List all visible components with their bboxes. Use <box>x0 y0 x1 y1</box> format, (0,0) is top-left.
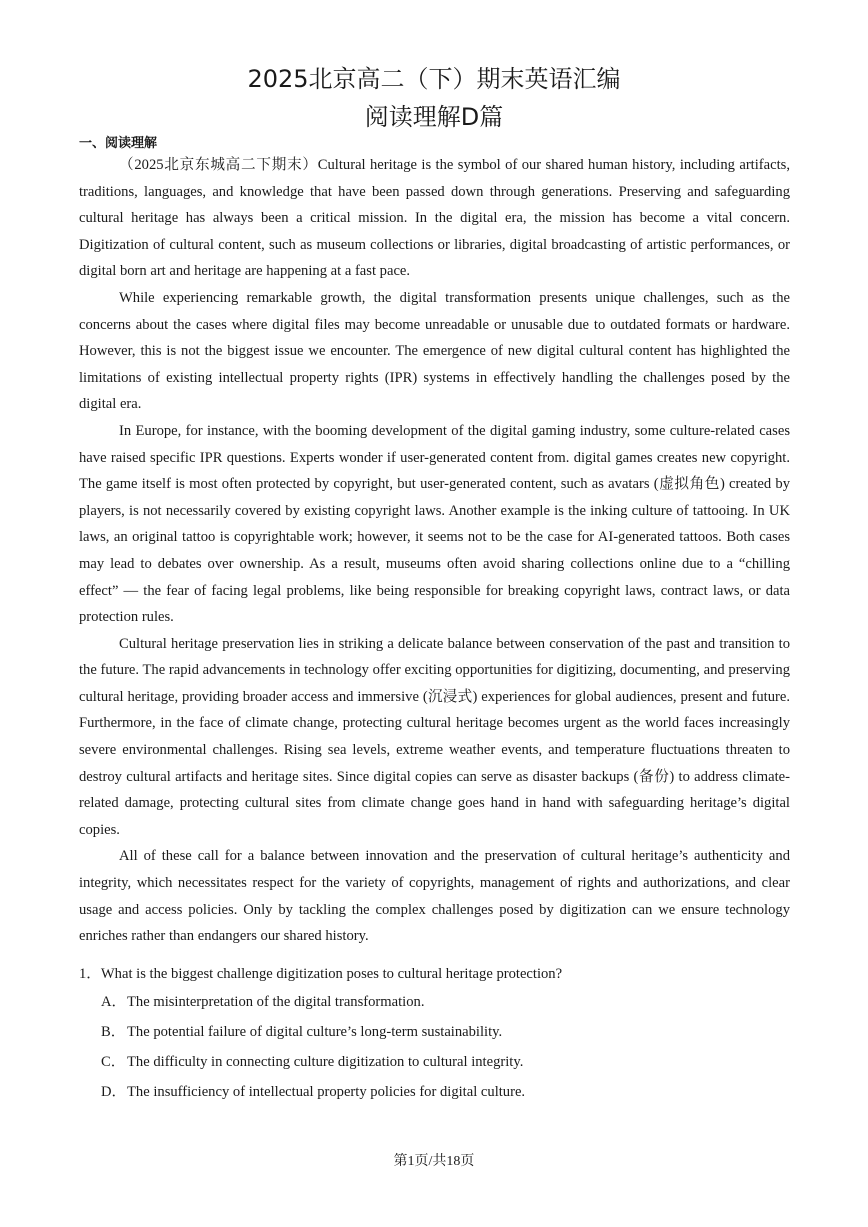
option-b <box>79 1017 790 1047</box>
passage-paragraph-5: All of these call for a balance between innovation and the preservation of cultural heritage’s authenticity and integrity, which necessitates respect for the variety of copyrights, management of rights and authorizations, and clear usage and access policies. Only by tackling the complex challenges posed by digitization can we ensure technology enriches rather than endangers our shared history. <box>79 848 790 945</box>
question-block <box>79 961 790 1107</box>
passage-paragraph-1: （2025北京东城高二下期末）Cultural heritage is the symbol of our shared human history, including artifacts, traditions, languages, and knowledge that have been passed down through generations. Preserving and safeguarding cultural heritage has always been a critical mission. In the digital era, the mission has become a vital concern. Digitization of cultural content, such as museum collections or libraries, digital broadcasting of artistic performances, or digital born art and heritage are happening at a fast pace. <box>79 157 790 280</box>
question-text: What is the biggest challenge digitization poses to cultural heritage protection? <box>100 966 563 982</box>
option-letter: A． <box>101 994 127 1010</box>
question-number: 1． <box>79 966 101 982</box>
option-a <box>79 987 790 1017</box>
passage-paragraph-2: While experiencing remarkable growth, the digital transformation presents unique challenges, such as the concerns about the cases where digital files may become unreadable or unusable due to outdated formats or hardware. However, this is not the biggest issue we encounter. The emergence of new digital cultural content has highlighted the limitations of existing intellectual property rights (IPR) systems in effectively handling the challenges posed by the digital era. <box>79 289 790 413</box>
document-subtitle: 阅读理解D篇 <box>364 103 504 131</box>
reading-passage <box>79 152 790 950</box>
option-letter: B． <box>101 1024 126 1040</box>
option-letter: D． <box>101 1084 127 1100</box>
option-text: The difficulty in connecting culture digitization to cultural integrity. <box>127 1054 524 1070</box>
document-title: 2025北京高二（下）期末英语汇编 <box>247 65 621 93</box>
option-letter: C． <box>101 1054 126 1070</box>
passage-paragraph-4: Cultural heritage preservation lies in striking a delicate balance between conservation of the past and transition to the future. The rapid advancements in technology offer exciting opportunities for digitizing, documenting, and preserving cultural heritage, providing broader access and immersive (沉浸式) experiences for global audiences, present and future. Furthermore, in the face of climate change, protecting cultural heritage becomes urgent as the world faces increasingly severe environmental challenges. Rising sea levels, extreme weather events, and temperature fluctuations threaten to destroy cultural artifacts and heritage sites. Since digital copies can serve as disaster backups (备份) to address climate-related damage, protecting cultural sites from climate change goes hand in hand with safeguarding heritage’s digital copies. <box>79 635 790 838</box>
option-d <box>79 1077 790 1107</box>
passage-paragraph-3: In Europe, for instance, with the booming development of the digital gaming industry, some culture-related cases have raised specific IPR questions. Experts wonder if user-generated content from. digital games creates new copyright. The game itself is most often protected by copyright, but user-generated content, such as avatars (虚拟角色) created by players, is not necessarily covered by existing copyright laws. Another example is the inking culture of tattooing. In UK laws, an original tattoo is copyrightable work; however, it seems not to be the case for AI-generated tattoos. Both cases may lead to debates over ownership. As a result, museums often avoid sharing collections online due to a “chilling effect” — the fear of facing legal problems, like being responsible for breaking copyright laws, contract laws, or data protection rules. <box>79 422 790 626</box>
option-c <box>79 1047 790 1077</box>
page-indicator: 第1页/共18页 <box>393 1154 475 1169</box>
option-text: The potential failure of digital culture’s long-term sustainability. <box>127 1024 503 1040</box>
section-heading: 一、阅读理解 <box>79 136 158 151</box>
question-stem <box>79 961 790 987</box>
option-text: The misinterpretation of the digital transformation. <box>127 994 425 1010</box>
option-text: The insufficiency of intellectual property policies for digital culture. <box>127 1084 526 1100</box>
